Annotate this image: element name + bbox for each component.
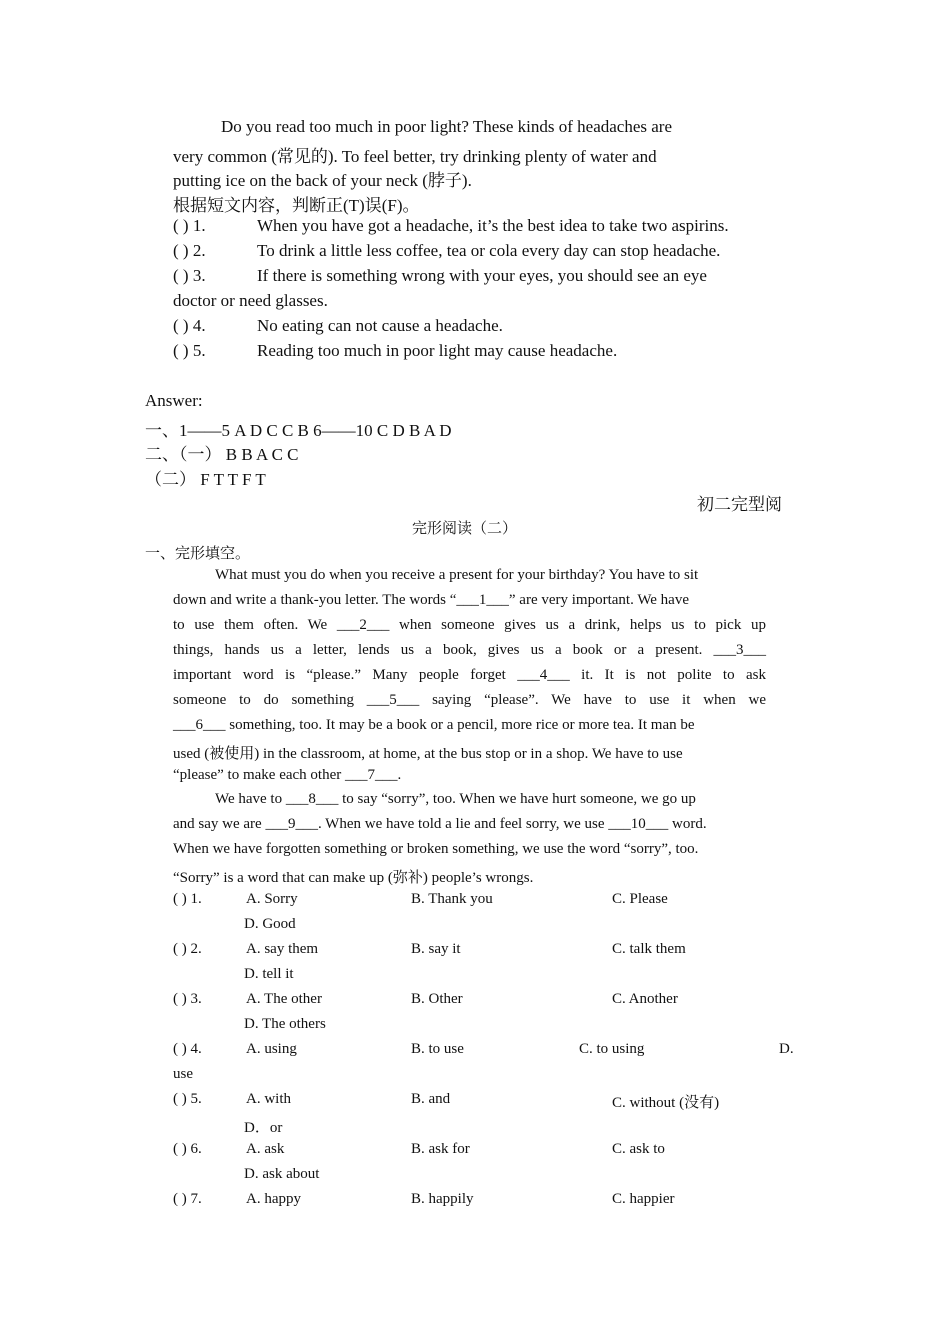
option-d: D. ask about — [244, 1166, 320, 1182]
option-c: C. ask to — [612, 1141, 665, 1157]
tf-item-mark: ( ) 4. — [173, 316, 206, 335]
section-header-right: 初二完型阅 — [697, 495, 782, 514]
answer-label: Answer: — [145, 391, 203, 410]
option-a: A. The other — [246, 991, 322, 1007]
option-c: C. talk them — [612, 941, 686, 957]
option-d: D. Good — [244, 916, 296, 932]
option-d: D. tell it — [244, 966, 294, 982]
option-a: A. happy — [246, 1191, 301, 1207]
cloze-line: used (被使用) in the classroom, at home, at the bus stop or in a shop. We have to use — [173, 746, 683, 762]
cloze-line: “please” to make each other ___7___. — [173, 767, 402, 783]
cloze-line: important word is “please.” Many people forget ___4___ it. It is not polite to ask — [173, 667, 766, 683]
tf-item-text: Reading too much in poor light may cause headache. — [257, 341, 618, 360]
question-mark: ( ) 2. — [173, 941, 202, 957]
tf-item-text-cont: doctor or need glasses. — [173, 291, 328, 310]
option-a: A. ask — [246, 1141, 285, 1157]
passage-line: Do you read too much in poor light? These kinds of headaches are — [221, 117, 672, 136]
cloze-line: someone to do something ___5___ saying “please”. We have to use it when we — [173, 692, 766, 708]
option-a: A. with — [246, 1091, 291, 1107]
passage-line: very common (常见的). To feel better, try drinking plenty of water and — [173, 147, 657, 166]
question-mark: ( ) 7. — [173, 1191, 202, 1207]
answer-line: （二） F T T F T — [145, 470, 266, 489]
option-c: C. to using — [579, 1041, 645, 1057]
question-mark: ( ) 4. — [173, 1041, 202, 1057]
option-b: B. ask for — [411, 1141, 470, 1157]
option-b: B. and — [411, 1091, 451, 1107]
cloze-line: down and write a thank-you letter. The words “___1___” are very important. We have — [173, 592, 689, 608]
option-b: B. Thank you — [411, 891, 493, 907]
option-c: C. without (没有) — [612, 1095, 720, 1111]
tf-item-text: No eating can not cause a headache. — [257, 316, 503, 335]
option-d: D. The others — [244, 1016, 326, 1032]
cloze-line: things, hands us a letter, lends us a book, gives us a book or a present. ___3___ — [173, 642, 766, 658]
section-title: 完形阅读（二） — [412, 521, 518, 537]
option-a: A. say them — [246, 941, 319, 957]
option-b: B. say it — [411, 941, 461, 957]
cloze-line: “Sorry” is a word that can make up (弥补) people’s wrongs. — [173, 870, 534, 886]
option-a: A. Sorry — [246, 891, 298, 907]
cloze-line: to use them often. We ___2___ when someone gives us a drink, helps us to pick up — [173, 617, 766, 633]
answer-line: 一、1——5 A D C C B 6——10 C D B A D — [145, 421, 452, 440]
question-mark: ( ) 1. — [173, 891, 202, 907]
cloze-line: We have to ___8___ to say “sorry”, too. When we have hurt someone, we go up — [215, 791, 696, 807]
option-a: A. using — [246, 1041, 297, 1057]
option-d: D. — [779, 1041, 794, 1057]
option-d-cont: use — [173, 1066, 193, 1082]
question-mark: ( ) 5. — [173, 1091, 202, 1107]
cloze-line: When we have forgotten something or broken something, we use the word “sorry”, too. — [173, 841, 699, 857]
cloze-line: and say we are ___9___. When we have told a lie and feel sorry, we use ___10___ word. — [173, 816, 707, 832]
cloze-line: What must you do when you receive a present for your birthday? You have to sit — [215, 567, 699, 583]
option-d: D．or — [244, 1120, 283, 1136]
answer-line: 二、（一） B B A C C — [145, 445, 299, 464]
cloze-heading: 一、完形填空。 — [145, 546, 251, 562]
option-b: B. Other — [411, 991, 463, 1007]
question-mark: ( ) 3. — [173, 991, 202, 1007]
tf-item-text: If there is something wrong with your eyes, you should see an eye — [257, 266, 707, 285]
option-b: B. to use — [411, 1041, 464, 1057]
question-mark: ( ) 6. — [173, 1141, 202, 1157]
tf-item-text: When you have got a headache, it’s the best idea to take two aspirins. — [257, 216, 729, 235]
tf-item-mark: ( ) 1. — [173, 216, 206, 235]
tf-item-mark: ( ) 5. — [173, 341, 206, 360]
tf-item-mark: ( ) 2. — [173, 241, 206, 260]
option-c: C. Another — [612, 991, 678, 1007]
tf-item-mark: ( ) 3. — [173, 266, 206, 285]
cloze-line: ___6___ something, too. It may be a book or a pencil, more rice or more tea. It man be — [173, 717, 695, 733]
option-c: C. Please — [612, 891, 668, 907]
passage-line: putting ice on the back of your neck (脖子). — [173, 171, 472, 190]
tf-instruction: 根据短文内容，判断正(T)误(F)。 — [173, 196, 420, 215]
tf-item-text: To drink a little less coffee, tea or cola every day can stop headache. — [257, 241, 721, 260]
option-c: C. happier — [612, 1191, 675, 1207]
option-b: B. happily — [411, 1191, 474, 1207]
